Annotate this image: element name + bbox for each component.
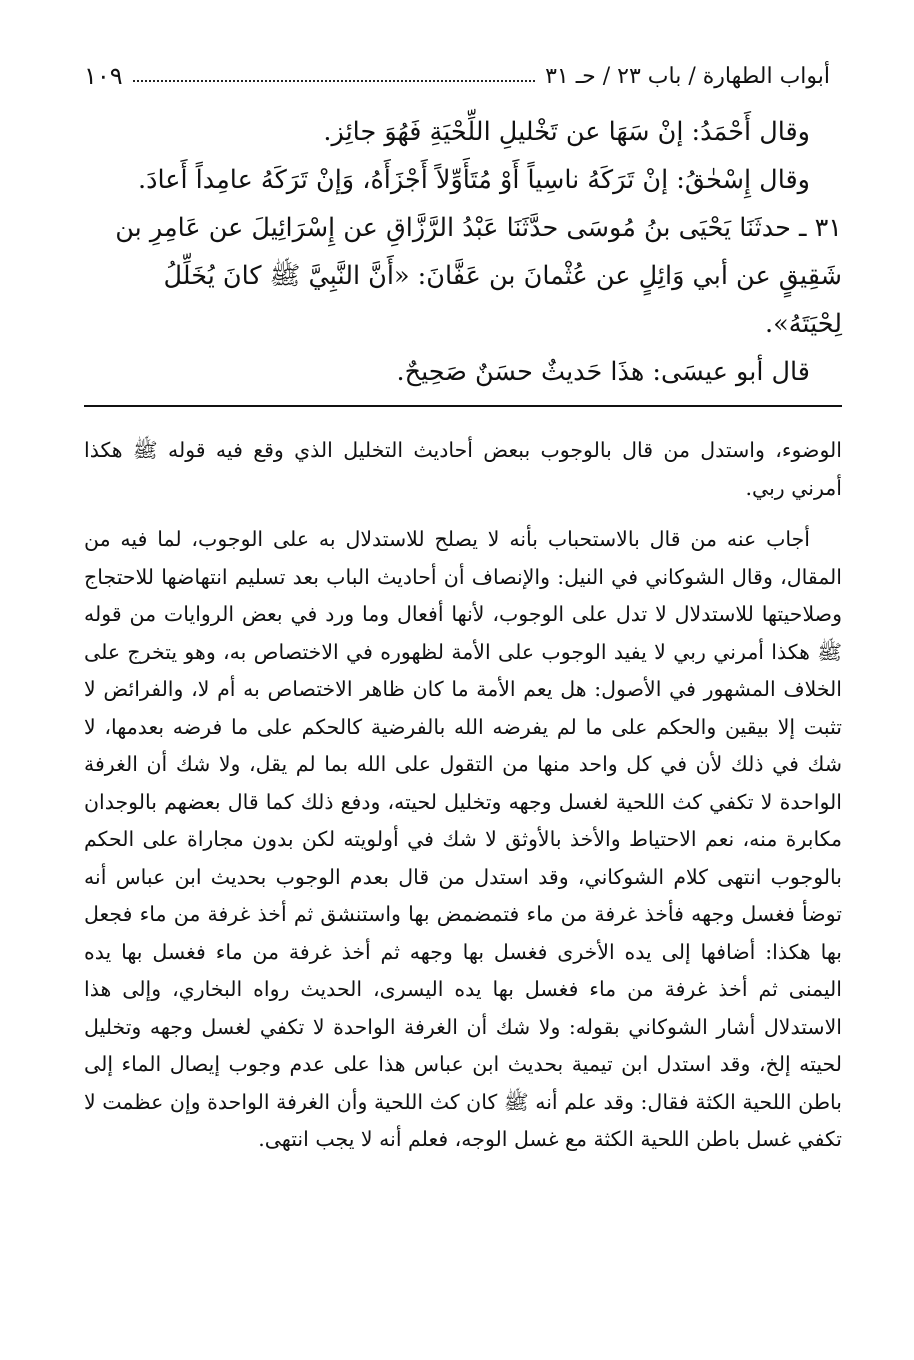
- footnote: [84, 432, 842, 1173]
- page-header: [84, 58, 830, 94]
- hadith-31: ٣١ ـ حدثَنَا يَحْيَى بنُ مُوسَى حدَّثَنَا عَبْدُ الرَّزَّاقِ عن إِسْرَائِيلَ عن عَامِرِ بن شَقِيقٍ عن أبي وَائِلٍ عن عُثْمانَ بن عَفَّانَ: «أَنَّ النَّبِيَّ ﷺ كانَ يُخَلِّلُ لِحْيَتَهُ».: [115, 213, 842, 339]
- page-number: ١٠٩: [84, 62, 123, 90]
- footnote-separator: [84, 405, 842, 407]
- footnote-paragraph-2: أجاب عنه من قال بالاستحباب بأنه لا يصلح للاستدلال به على الوجوب، لما فيه من المقال، وقال الشوكاني في النيل: والإنصاف أن أحاديث الباب بعد تسليم انتهاضها للاحتجاج وصلاحيتها للاستدلال لا تدل على الوجوب، لأنها أفعال وما ورد في بعض الروايات من قوله ﷺ هكذا أمرني ربي لا يفيد الوجوب على الأمة لظهوره في الاختصاص به، وهو يتخرج على الخلاف المشهور في الأصول: هل يعم الأمة ما كان ظاهر الاختصاص به أم لا، والفرائض لا تثبت إلا بيقين والحكم على ما لم يفرضه الله بالفرضية كالحكم على ما فرضه بعدمها، لا شك في ذلك لأن في كل واحد منها من التقول على الله بما لم يقل، ولا شك أن الغرفة الواحدة لا تكفي كث اللحية لغسل وجهه وتخليل لحيته، ودفع ذلك كما قال بعضهم بالوجدان مكابرة منه، نعم الاحتياط والأخذ بالأوثق لا شك في أولويته لكن بدون مجاراة على الحكم بالوجوب انتهى كلام الشوكاني، وقد استدل من قال بعدم الوجوب بحديث ابن عباس أنه توضأ فغسل وجهه فأخذ غرفة من ماء فتمضمض بها واستنشق ثم أخذ غرفة من ماء فجعل بها هكذا: أضافها إلى يده الأخرى فغسل بها وجهه ثم أخذ غرفة من ماء فغسل بها يده اليمنى ثم أخذ غرفة من ماء فغسل بها يده اليسرى، الحديث رواه البخاري، وإلى هذا الاستدلال أشار الشوكاني بقوله: ولا شك أن الغرفة الواحدة لا تكفي لغسل وجهه وتخليل لحيته إلخ، وقد استدل ابن تيمية بحديث ابن عباس هذا على عدم وجوب إيصال الماء إلى باطن اللحية الكثة فقال: وقد علم أنه ﷺ كان كث اللحية وأن الغرفة الواحدة وإن عظمت لا تكفي غسل باطن اللحية الكثة مع غسل الوجه، فعلم أنه لا يجب انتهى.: [84, 527, 842, 1151]
- ahmad-saying: وقال أَحْمَدُ: إنْ سَهَا عن تَخْليلِ اللِّحْيَةِ فَهُوَ جائِز.: [323, 117, 810, 147]
- abu-isa-verdict: قال أبو عيسَى: هذَا حَديثٌ حسَنٌ صَحِيحٌ.: [396, 357, 810, 387]
- running-title: أبواب الطهارة / باب ٢٣ / حـ ٣١: [545, 63, 830, 89]
- ishaq-saying: وقال إِسْحٰقُ: إنْ تَرَكَهُ ناسِياً أَوْ مُتَأَوِّلاً أَجْزَأَهُ، وَإنْ تَرَكَهُ عامِداً أَعادَ.: [138, 165, 810, 195]
- footnote-paragraph-1: الوضوء، واستدل من قال بالوجوب ببعض أحاديث التخليل الذي وقع فيه قوله ﷺ هكذا أمرني ربي.: [84, 438, 842, 500]
- main-text: [84, 108, 842, 396]
- dotted-leader: [133, 80, 535, 82]
